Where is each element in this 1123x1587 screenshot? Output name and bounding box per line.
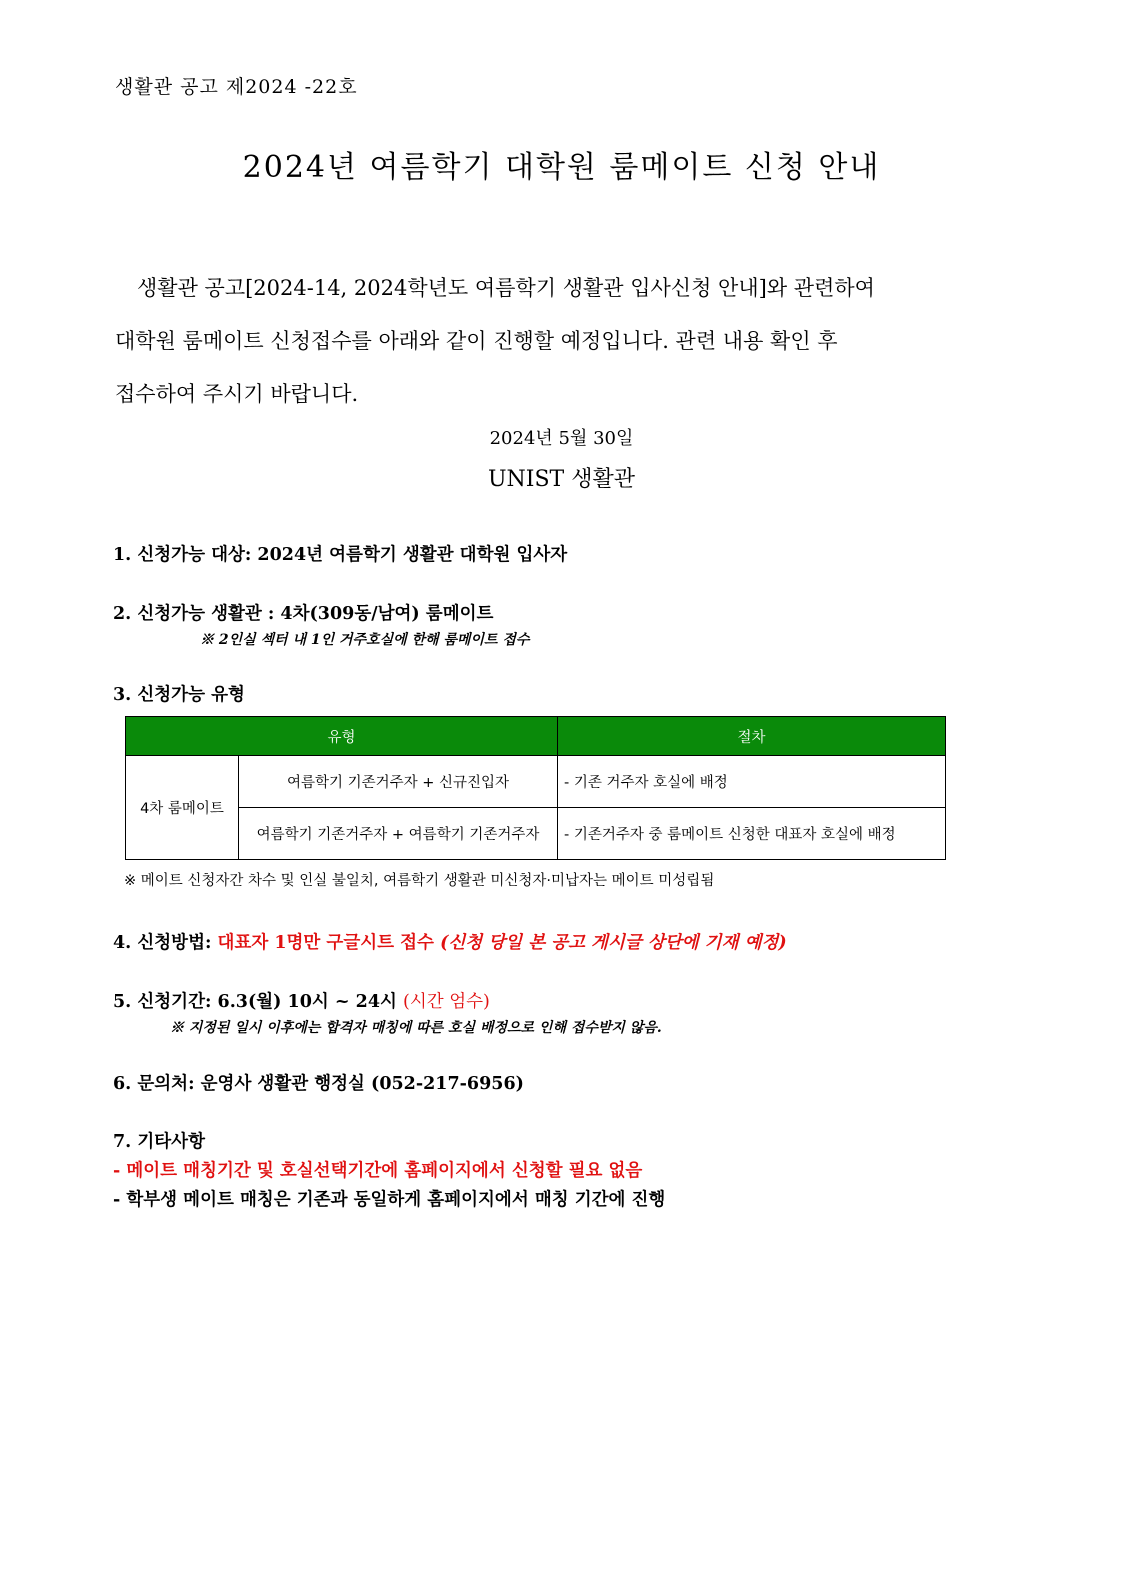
- section-5-label: 5. 신청기간: 6.3(월) 10시 ~ 24시: [113, 992, 403, 1012]
- table-row: [126, 756, 946, 808]
- section-3-types: 3. 신청가능 유형: [113, 685, 245, 705]
- table-header-row: [126, 717, 946, 756]
- section-1-eligible: 1. 신청가능 대상: 2024년 여름학기 생활관 대학원 입사자: [113, 545, 568, 565]
- section-4-method: [113, 929, 787, 954]
- intro-paragraph: [115, 262, 1000, 421]
- table-cell-procedure: - 기존 거주자 호실에 배정: [558, 756, 946, 808]
- section-7-other: 7. 기타사항: [113, 1132, 205, 1152]
- notice-number: 생활관 공고 제2024 -22호: [115, 76, 358, 98]
- document-title: 2024년 여름학기 대학원 룸메이트 신청 안내: [242, 150, 881, 185]
- section-6-contact: 6. 문의처: 운영사 생활관 행정실 (052-217-6956): [113, 1074, 524, 1094]
- section-5-period: [113, 988, 490, 1013]
- section-4-highlight: 대표자 1명만 구글시트 접수: [217, 933, 441, 953]
- notice-date: 2024년 5월 30일: [489, 428, 634, 449]
- organization-name: UNIST 생활관: [488, 467, 635, 492]
- table-header-procedure: 절차: [558, 717, 946, 756]
- table-group-label: 4차 룸메이트: [126, 756, 239, 860]
- table-row: [126, 808, 946, 860]
- section-2-dormitory: 2. 신청가능 생활관 : 4차(309동/남여) 룸메이트: [113, 604, 494, 624]
- section-5-highlight: (시간 엄수): [403, 992, 490, 1012]
- section-5-note: ※ 지정된 일시 이후에는 합격자 매칭에 따른 호실 배정으로 인해 접수받지 않음.: [170, 1020, 662, 1036]
- intro-line-2: 대학원 룸메이트 신청접수를 아래와 같이 진행할 예정입니다. 관련 내용 확인 후: [115, 329, 838, 353]
- intro-line-3: 접수하여 주시기 바랍니다.: [115, 382, 359, 406]
- table-header-type: 유형: [126, 717, 558, 756]
- roommate-type-table: [125, 716, 946, 860]
- section-4-highlight-italic: (신청 당일 본 공고 게시글 상단에 기재 예정): [440, 933, 787, 953]
- table-note: ※ 메이트 신청자간 차수 및 인실 불일치, 여름학기 생활관 미신청자·미납자는 메이트 미성립됨: [124, 873, 715, 889]
- table-cell-type: 여름학기 기존거주자 + 여름학기 기존거주자: [239, 808, 558, 860]
- table-cell-procedure: - 기존거주자 중 룸메이트 신청한 대표자 호실에 배정: [558, 808, 946, 860]
- section-4-label: 4. 신청방법:: [113, 933, 218, 953]
- section-7-item-2: - 학부생 메이트 매칭은 기존과 동일하게 홈페이지에서 매칭 기간에 진행: [113, 1190, 666, 1210]
- intro-line-1: 생활관 공고[2024-14, 2024학년도 여름학기 생활관 입사신청 안내]와 관련하여: [137, 276, 875, 300]
- section-2-note: ※ 2인실 섹터 내 1인 거주호실에 한해 룸메이트 접수: [200, 632, 530, 648]
- table-cell-type: 여름학기 기존거주자 + 신규진입자: [239, 756, 558, 808]
- section-7-item-1: - 메이트 매칭기간 및 호실선택기간에 홈페이지에서 신청할 필요 없음: [113, 1161, 643, 1181]
